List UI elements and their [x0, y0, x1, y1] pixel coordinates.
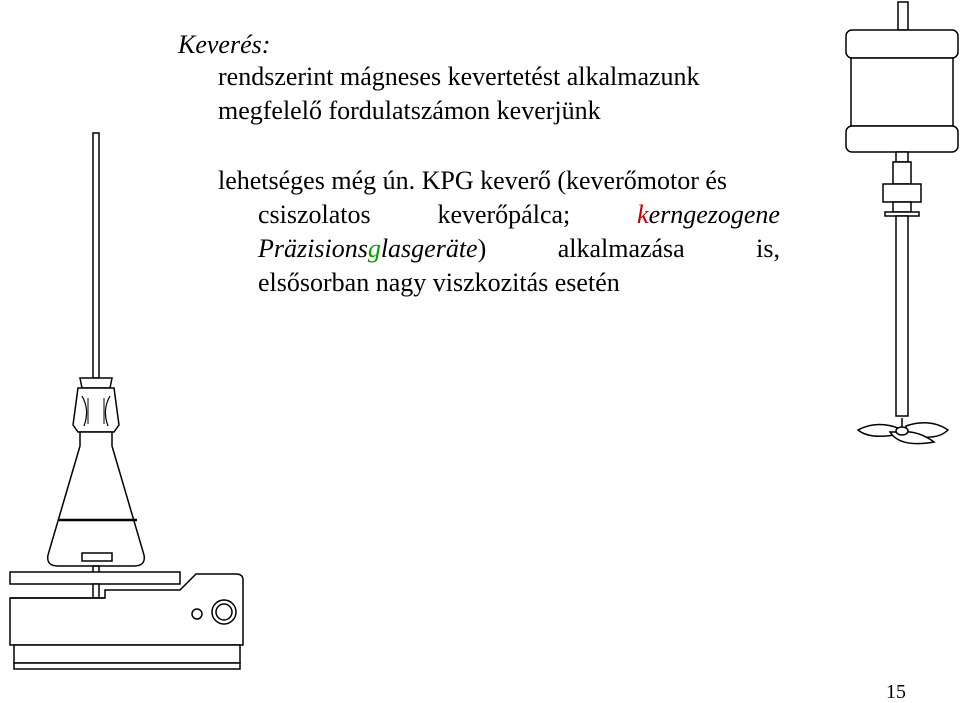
text-line-1: rendszerint mágneses kevertetést alkalmazunk [218, 62, 700, 91]
motor-cap-bottom [846, 126, 958, 152]
coupling [893, 162, 911, 184]
slide-title: Keverés: [178, 30, 271, 59]
motor-cap-top [846, 30, 958, 58]
highlight-g: g [367, 234, 381, 263]
page-number: 15 [886, 681, 906, 703]
text-line-6: elsősorban nagy viszkozitás esetén [258, 268, 620, 297]
highlight-p: P [258, 234, 274, 263]
text-line-2: megfelelő fordulatszámon keverjünk [218, 96, 601, 125]
motor-housing [851, 58, 953, 126]
kpg-bearing-top [883, 184, 921, 202]
word-prazisionsglasgerate: Präzisionsglasgeräte) [258, 234, 487, 263]
motor-shaft-top [898, 2, 908, 30]
propeller-hub [896, 427, 908, 435]
word-keveropalca: keverőpálca; [437, 200, 571, 229]
word-alkalmazasa: alkalmazása [557, 234, 685, 263]
word-kerngezogene: kerngezogene [637, 200, 780, 229]
text-line-3: lehetséges még ún. KPG keverő (keverőmotor és [218, 166, 728, 195]
word-csiszolatos: csiszolatos [258, 200, 371, 229]
highlight-k: k [637, 200, 649, 229]
word-is: is, [756, 234, 780, 263]
stirrer-shaft [896, 216, 908, 416]
